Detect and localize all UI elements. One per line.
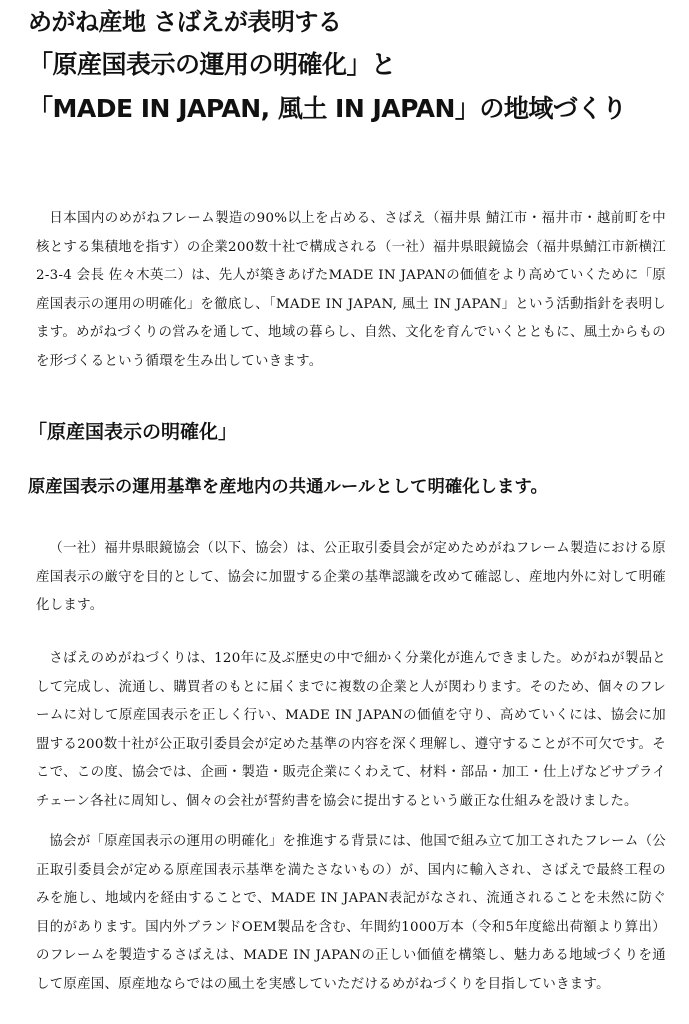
headline-line-2: 「原産国表示の運用の明確化」と	[28, 50, 396, 79]
body-paragraph: さばえのめがねづくりは、120年に及ぶ歴史の中で細かく分業化が進んできました。めがねが製品として完成し、流通し、購買者のもとに届くまでに複数の企業と人が関わります。そのため、個々のフレームに対して原産国表示を正しく行い、MADE IN JAPANの価値を守り、高めていくには、協会に加盟する200数十社が公正取引委員会が定めた基準の内容を深く理解し、遵守することが不可欠です。そこで、この度、協会では、企画・製造・販売企業にくわえて、材料・部品・加工・仕上げなどサプライチェーン各社に周知し、個々の会社が誓約書を協会に提出するという厳正な仕組みを設けました。	[36, 651, 666, 809]
headline	[28, 8, 678, 124]
headline-line-1: めがね産地 さばえが表明する	[28, 8, 342, 36]
section-heading: 「原産国表示の明確化」	[28, 421, 238, 443]
headline-line-3: 「MADE IN JAPAN, 風土 IN JAPAN」の地域づくり	[28, 94, 627, 123]
section-lead: 原産国表示の運用基準を産地内の共通ルールとして明確化します。	[28, 477, 548, 497]
body-paragraph: 協会が「原産国表示の運用の明確化」を推進する背景には、他国で組み立て加工されたフレーム（公正取引委員会が定める原産国表示基準を満たさないもの）が、国内に輸入され、さばえで最終工程のみを施し、地域内を経由することで、MADE IN JAPAN表記がなされ、流通されることを未然に防ぐ目的があります。国内外ブランドOEM製品を含む、年間約1000万本（令和5年度総出荷額より算出）のフレームを製造するさばえは、MADE IN JAPANの正しい価値を構築し、魅力ある地域づくりを通して原産国、原産地ならではの風土を実感していただけるめがねづくりを目指していきます。	[36, 834, 666, 992]
body-paragraph: （一社）福井県眼鏡協会（以下、協会）は、公正取引委員会が定めためがねフレーム製造における原産国表示の厳守を目的として、協会に加盟する企業の基準認識を改めて確認し、産地内外に対して明確化します。	[36, 541, 666, 613]
intro-paragraph: 日本国内のめがねフレーム製造の90%以上を占める、さばえ（福井県 鯖江市・福井市・越前町を中核とする集積地を指す）の企業200数十社で構成される（一社）福井県眼鏡協会（福井県鯖江市新横江2-3-4 会長 佐々木英二）は、先人が築きあげたMADE IN JAPANの価値をより高めていくために「原産国表示の運用の明確化」を徹底し、「MADE IN JAPAN, 風土 IN JAPAN」という活動指針を表明します。めがねづくりの営みを通して、地域の暮らし、自然、文化を育んでいくとともに、風土からものを形づくるという循環を生み出していきます。	[36, 211, 666, 369]
